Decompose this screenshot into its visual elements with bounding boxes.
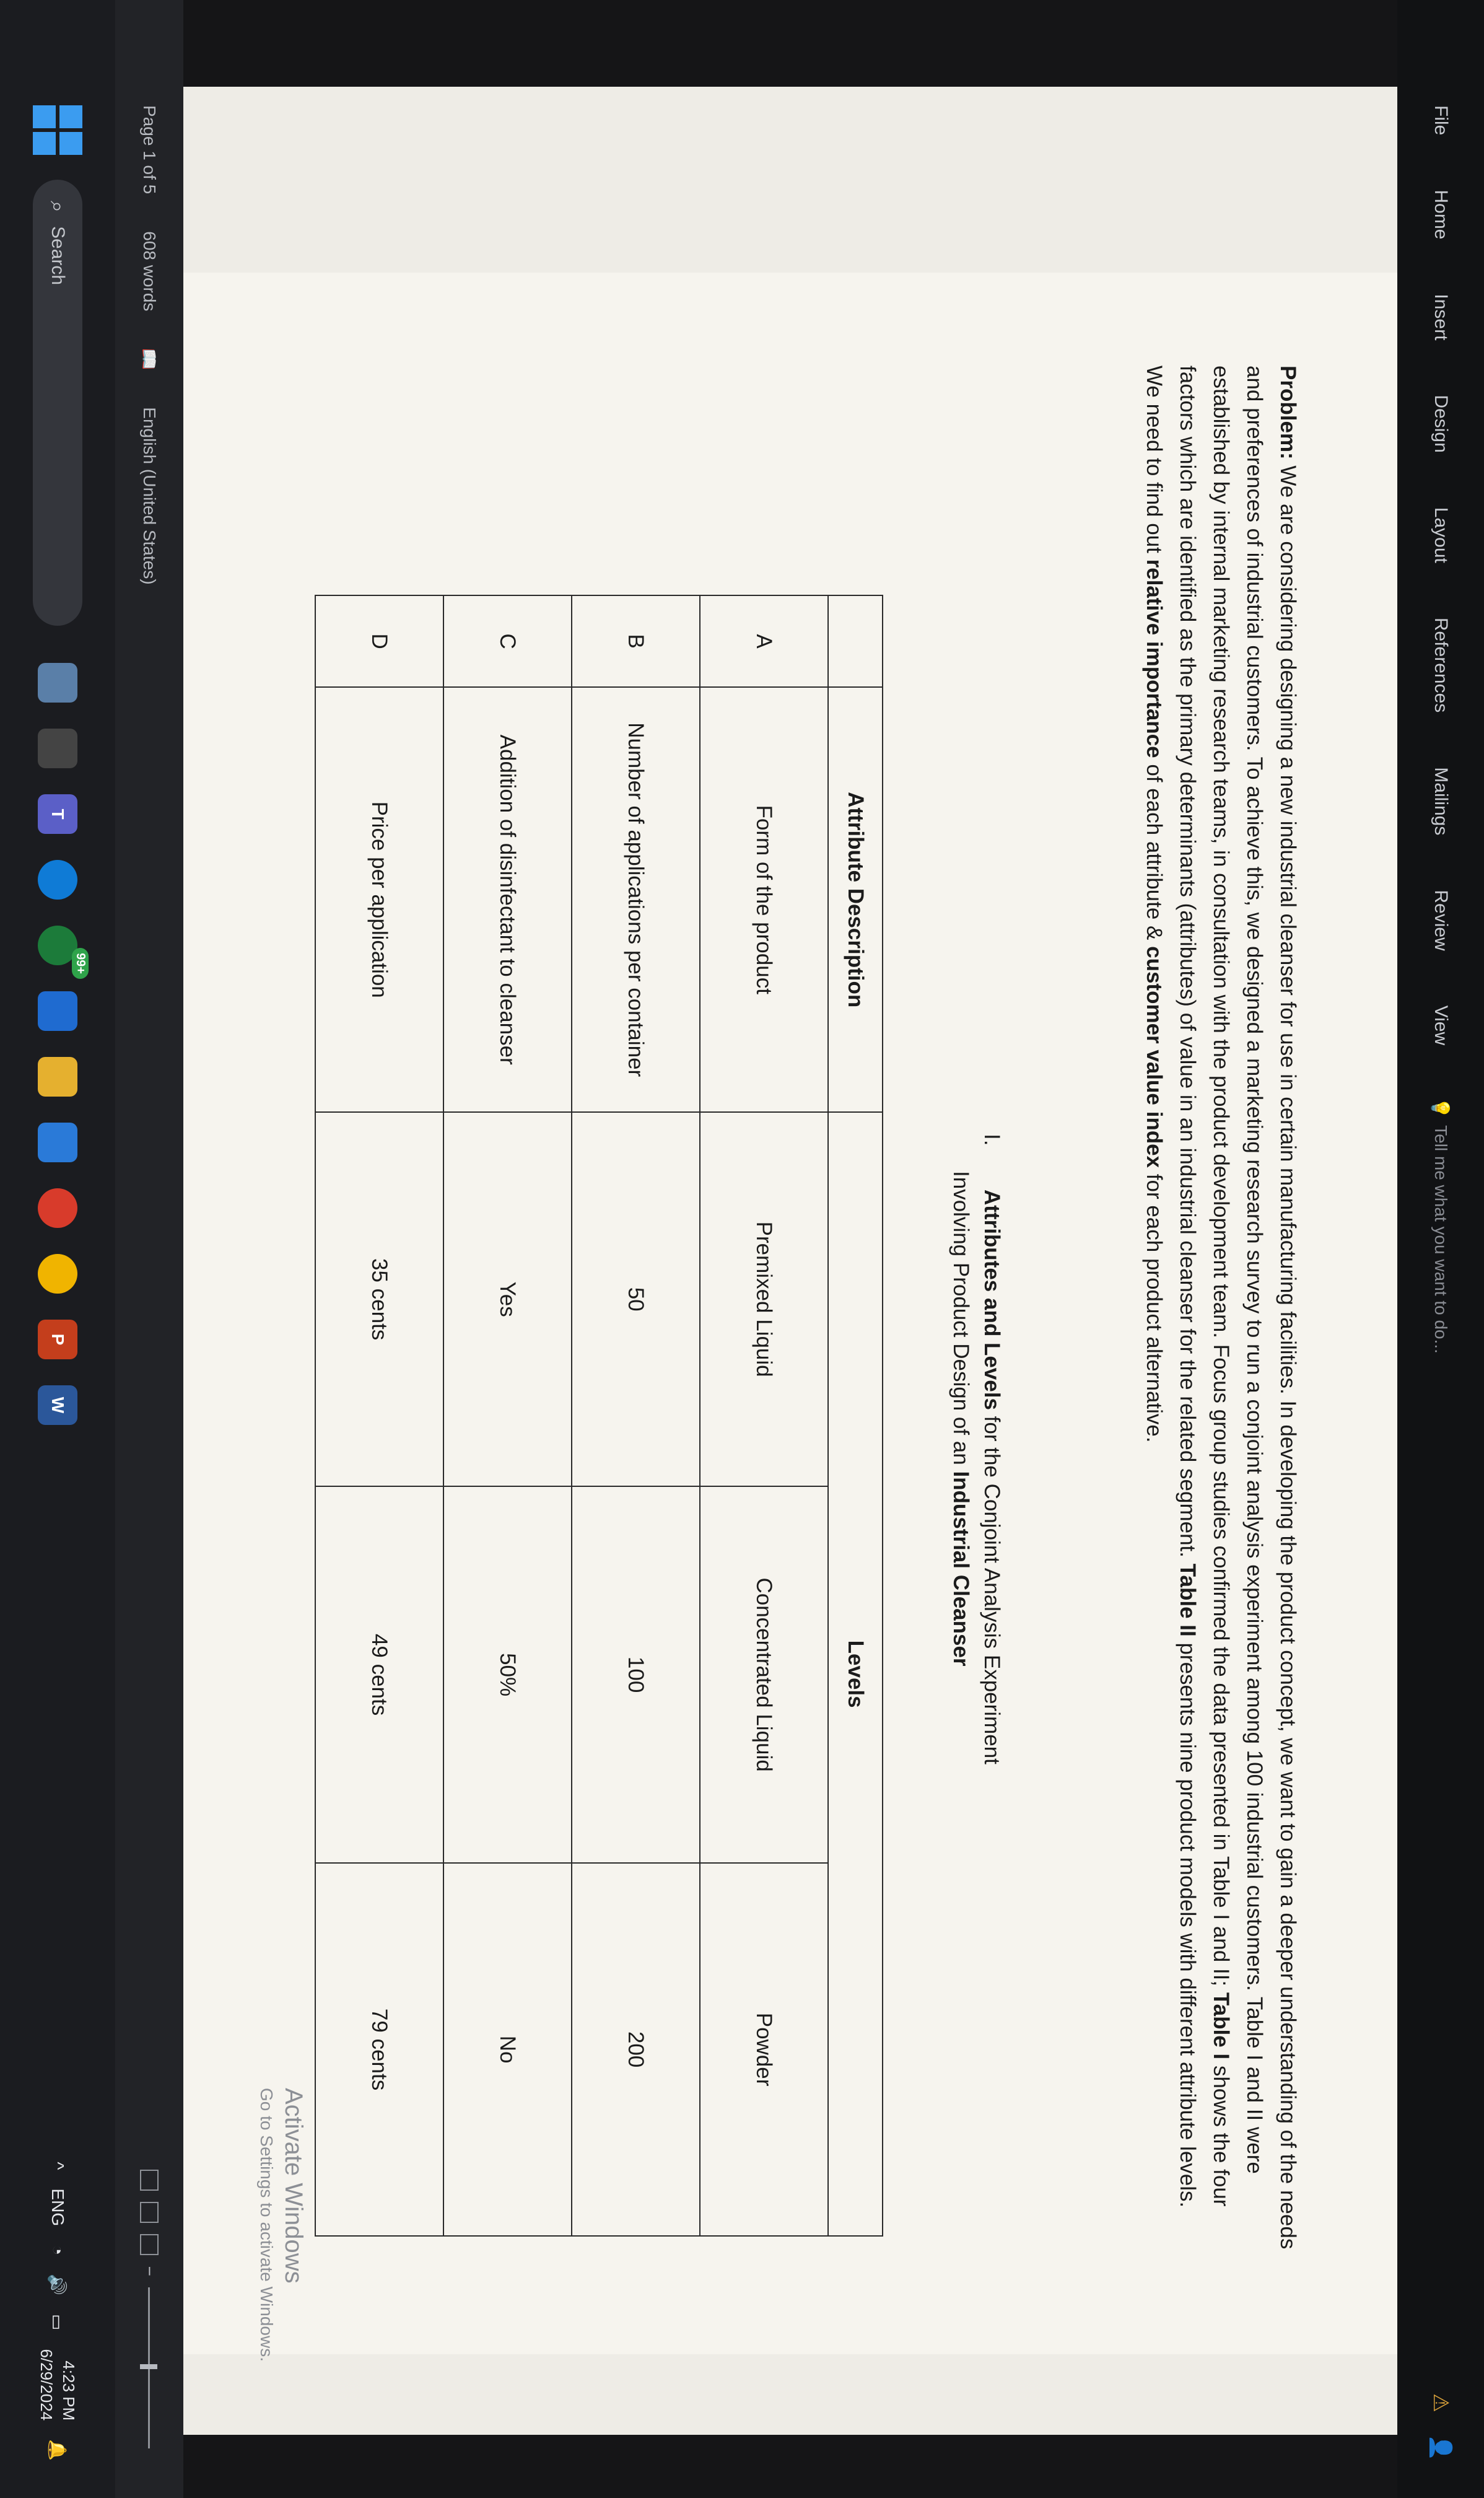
tab-layout[interactable]: Layout: [1431, 507, 1451, 563]
notification-badge: 99+: [72, 948, 89, 979]
objective-paragraph: [1137, 366, 1171, 2255]
row-level-1: 50: [572, 1112, 700, 1486]
relative-importance: relative importance: [1142, 559, 1166, 758]
lightbulb-icon: 💡: [1431, 1097, 1451, 1120]
web-layout-icon[interactable]: [140, 2234, 159, 2255]
row-key: A: [700, 595, 828, 687]
teams-icon[interactable]: T: [38, 794, 77, 834]
caption-bold-a: Attributes and Levels: [980, 1190, 1004, 1410]
zoom-slider[interactable]: [149, 2287, 151, 2448]
print-layout-icon[interactable]: [140, 2202, 159, 2223]
bell-icon[interactable]: 🔔: [48, 2439, 68, 2461]
mail-icon[interactable]: [38, 991, 77, 1031]
objective-c: for each product alternative.: [1142, 1168, 1166, 1443]
widgets-icon[interactable]: [38, 663, 77, 703]
row-key: B: [572, 595, 700, 687]
chevron-up-icon[interactable]: ^: [48, 2162, 68, 2170]
document-page[interactable]: [183, 273, 1397, 2354]
objective-b: of each attribute &: [1142, 758, 1166, 947]
battery-icon[interactable]: ▭: [48, 2313, 68, 2331]
problem-sentence-3: presents nine product models with different attribute levels.: [1176, 1636, 1200, 2208]
table-row: [700, 595, 828, 2236]
tell-me-box[interactable]: [1431, 1072, 1451, 1354]
row-level-1: Premixed Liquid: [700, 1112, 828, 1486]
wifi-icon[interactable]: ◔: [48, 2245, 68, 2256]
table-caption: [945, 1121, 1007, 1865]
taskbar: [0, 0, 115, 2498]
row-level-1: Yes: [443, 1112, 572, 1486]
word-count[interactable]: 608 words: [140, 231, 159, 312]
objective-a: We need to find out: [1142, 366, 1166, 559]
customer-value-index: customer value index: [1142, 946, 1166, 1168]
language-status[interactable]: English (United States): [140, 407, 159, 585]
search-placeholder: Search: [48, 226, 68, 286]
problem-label: Problem:: [1276, 366, 1300, 460]
office-icon[interactable]: [38, 1188, 77, 1228]
row-level-2: Concentrated Liquid: [700, 1486, 828, 1863]
document-canvas: [183, 87, 1397, 2435]
edge-icon[interactable]: [38, 860, 77, 900]
word-icon[interactable]: W: [38, 1385, 77, 1425]
warning-icon[interactable]: ⚠: [1429, 2393, 1452, 2413]
view-controls: [139, 2170, 159, 2498]
volume-icon[interactable]: 🔊: [48, 2274, 68, 2295]
language-indicator[interactable]: ENG: [48, 2188, 68, 2227]
ribbon-right-icons: [1428, 2393, 1453, 2498]
clock-date: 6/29/2024: [37, 2349, 56, 2421]
tab-home[interactable]: Home: [1431, 190, 1451, 240]
taskbar-apps: [38, 663, 87, 1425]
share-user-icon[interactable]: 👤: [1429, 2434, 1452, 2461]
row-description: Form of the product: [700, 687, 828, 1112]
attributes-table: [315, 595, 883, 2237]
header-levels: Levels: [828, 1112, 883, 2236]
row-level-2: 100: [572, 1486, 700, 1863]
table-header-row: [828, 595, 883, 2236]
caption-line2-a: Involving Product Design of an: [949, 1171, 973, 1471]
ribbon-tabs: [1397, 0, 1484, 2498]
read-mode-icon[interactable]: [140, 2170, 159, 2191]
xbox-icon[interactable]: [38, 926, 87, 974]
caption-bold-b: Industrial Cleanser: [949, 1471, 973, 1667]
file-explorer-icon[interactable]: [38, 1057, 77, 1097]
watermark-title: Activate Windows: [280, 2088, 307, 2284]
caption-numeral: I.: [980, 1134, 1004, 1146]
system-tray: [35, 2162, 80, 2498]
zoom-thumb[interactable]: [141, 2364, 158, 2369]
page-count[interactable]: Page 1 of 5: [140, 105, 159, 195]
tab-mailings[interactable]: Mailings: [1431, 767, 1451, 836]
caption-mid: for the Conjoint Analysis Experiment: [980, 1409, 1004, 1764]
tab-file[interactable]: File: [1431, 105, 1451, 136]
tab-design[interactable]: Design: [1431, 395, 1451, 453]
windows-start-icon[interactable]: [33, 105, 82, 155]
row-level-3: Powder: [700, 1863, 828, 2236]
problem-paragraph: [1171, 366, 1304, 2255]
table1-label: Table I: [1209, 1992, 1233, 2060]
row-level-3: No: [443, 1863, 572, 2236]
taskbar-search[interactable]: [33, 180, 82, 626]
row-description: Price per application: [315, 687, 443, 1112]
proofing-icon[interactable]: 📖: [139, 348, 159, 370]
svg-text:ASUS: [0, 1164, 1, 1261]
tab-insert[interactable]: Insert: [1431, 294, 1451, 341]
row-level-2: 49 cents: [315, 1486, 443, 1863]
caption-line-2: [945, 1121, 976, 1865]
row-description: Number of applications per container: [572, 687, 700, 1112]
problem-text: [1137, 366, 1304, 2255]
tab-view[interactable]: View: [1431, 1005, 1451, 1046]
task-view-icon[interactable]: [38, 729, 77, 768]
clock-time: 4:23 PM: [59, 2360, 78, 2421]
table2-label: Table II: [1176, 1563, 1200, 1637]
row-description: Addition of disinfectant to cleanser: [443, 687, 572, 1112]
table-row: [443, 595, 572, 2236]
clock[interactable]: [35, 2349, 80, 2421]
row-key: C: [443, 595, 572, 687]
table-row: [572, 595, 700, 2236]
tell-me-text: Tell me what you want to do...: [1431, 1125, 1451, 1354]
header-key-cell: [828, 595, 883, 687]
search-icon: ⌕: [46, 201, 70, 213]
row-level-2: 50%: [443, 1486, 572, 1863]
row-level-3: 200: [572, 1863, 700, 2236]
table-row: [315, 595, 443, 2236]
tab-review[interactable]: Review: [1431, 890, 1451, 951]
store-icon[interactable]: [38, 1123, 77, 1162]
zoom-out-icon[interactable]: −: [140, 2266, 159, 2276]
problem-sentence-1: We are considering designing a new industrial cleanser for use in certain manufacturing facilities. In developing the product concept, we want to gain a deeper understanding of the needs and preferences of industrial customers. To achieve this, we designed a marketing research survey to run a conjoint analysis experiment among 100 industrial customers. Table I and II were established by internal marketing research teams, in consultation with the product development team. Focus group studies confirmed the data presented in Table I and II;: [1209, 366, 1300, 2250]
caption-line-1: [976, 1121, 1007, 1865]
chrome-icon[interactable]: [38, 1254, 77, 1294]
activate-windows-watermark: [253, 2088, 307, 2362]
problem-sentence-2: shows the four factors which are identified as the primary determinants (attributes) of value in an industrial cleanser for the related segment.: [1176, 366, 1233, 2207]
row-key: D: [315, 595, 443, 687]
row-level-1: 35 cents: [315, 1112, 443, 1486]
status-bar: [115, 0, 183, 2498]
powerpoint-icon[interactable]: P: [38, 1320, 77, 1359]
row-level-3: 79 cents: [315, 1863, 443, 2236]
watermark-subtitle: Go to Settings to activate Windows.: [257, 2088, 276, 2362]
tab-references[interactable]: References: [1431, 617, 1451, 713]
header-attribute-description: Attribute Description: [828, 687, 883, 1112]
